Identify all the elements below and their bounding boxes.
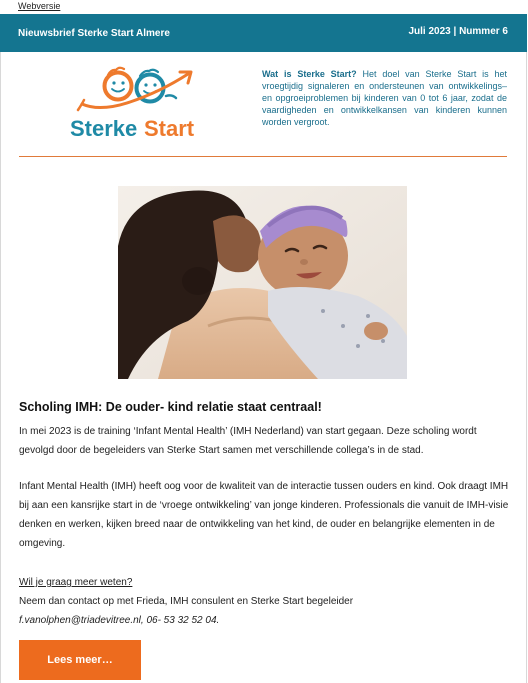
svg-text:Start: Start <box>144 116 195 141</box>
newsletter-title: Nieuwsbrief Sterke Start Almere <box>18 28 170 39</box>
article-paragraph-2: Infant Mental Health (IMH) heeft oog voor de kwaliteit van de interactie tussen ouders en kind. Ook draagt IMH bij aan een kansrijke start in de ‘vroege ontwikkeling’ van jonge kinderen. Professionals die vanuit de IMH-visie denken en werken, kijken breed naar de ontwikkeling van het kind, de ouder en belangrijke elementen in de omgeving. <box>19 481 509 549</box>
svg-text:Sterke: Sterke <box>70 116 138 141</box>
webversie-link[interactable]: Webversie <box>18 1 61 11</box>
contact-text: Neem dan contact op met Frieda, IMH consulent en Sterke Start begeleider <box>19 596 354 607</box>
intro-body: Het doel van Sterke Start is het vroegtijdig signaleren en ondersteunen van ontwikkelings– en opgroeiproblemen bij kinderen van 0 tot 6 jaar, zodat de vaardigheden en ontwikkelkansen van kinderen kunnen worden vergroot. <box>262 69 507 127</box>
article-title: Scholing IMH: De ouder- kind relatie staat centraal! <box>19 400 322 414</box>
mother-baby-photo <box>118 186 407 379</box>
issue-number: Juli 2023 | Nummer 6 <box>408 26 508 37</box>
section-divider <box>19 156 507 157</box>
article-paragraph-1: In mei 2023 is de training ‘Infant Mental Health’ (IMH Nederland) van start gegaan. Deze scholing wordt gevolgd door de begeleiders van Sterke Start samen met verschillende collega’s in de stad. <box>19 426 477 456</box>
newsletter-header <box>0 14 527 52</box>
intro-text <box>262 68 507 128</box>
intro-lead: Wat is Sterke Start? <box>262 69 357 79</box>
read-more-button[interactable]: Lees meer… <box>19 640 141 680</box>
more-info-question: Wil je graag meer weten? <box>19 577 133 588</box>
contact-email[interactable]: f.vanolphen@triadevitree.nl, 06- 53 32 52 04. <box>19 615 220 626</box>
sterke-start-logo <box>70 66 210 144</box>
